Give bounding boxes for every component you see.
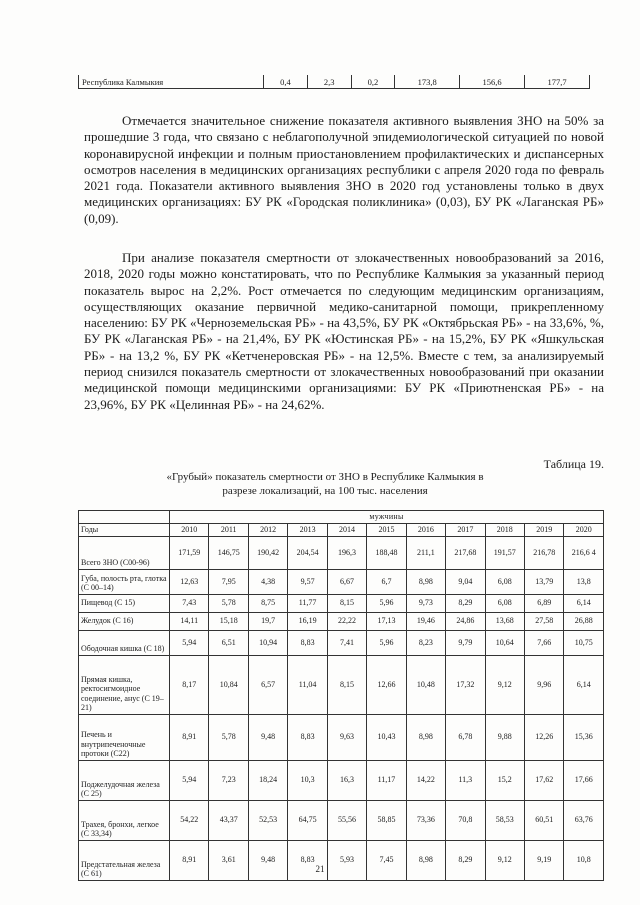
value-cell: 15,36 — [564, 714, 604, 760]
value-cell: 14,11 — [170, 612, 209, 630]
previous-table-fragment — [78, 75, 590, 89]
group-header: мужчины — [170, 511, 604, 524]
year-header: 2018 — [485, 524, 524, 537]
value-cell: 3,61 — [209, 840, 248, 880]
value-cell: 4,38 — [248, 569, 287, 594]
page-number: 21 — [315, 864, 325, 874]
table-corner-cell — [79, 511, 170, 524]
value-cell: 10,8 — [564, 840, 604, 880]
table-row — [79, 569, 604, 594]
value-cell: 17,66 — [564, 760, 604, 800]
value-cell: 70,8 — [446, 800, 485, 840]
value-cell: 60,51 — [524, 800, 563, 840]
value-cell: 8,83 — [288, 714, 327, 760]
value-cell: 16,19 — [288, 612, 327, 630]
value-cell: 63,76 — [564, 800, 604, 840]
row-label: Трахея, бронхи, легкое (С 33,34) — [79, 800, 170, 840]
value-cell: 19,7 — [248, 612, 287, 630]
row-label: Пищевод (С 15) — [79, 594, 170, 612]
value-cell: 8,23 — [406, 630, 445, 655]
value-cell: 6,14 — [564, 594, 604, 612]
value-cell: 5,94 — [170, 630, 209, 655]
value-cell: 13,68 — [485, 612, 524, 630]
value-cell: 7,45 — [367, 840, 406, 880]
value-cell: 9,12 — [485, 840, 524, 880]
value-cell: 10,3 — [288, 760, 327, 800]
value-cell: 19,46 — [406, 612, 445, 630]
row-label: Печень и внутрипеченочные протоки (С22) — [79, 714, 170, 760]
table-row — [79, 655, 604, 714]
year-header: 2011 — [209, 524, 248, 537]
value-cell: 58,85 — [367, 800, 406, 840]
table-row — [79, 760, 604, 800]
value-cell: 64,75 — [288, 800, 327, 840]
year-label: Годы — [79, 524, 170, 537]
value-cell: 54,22 — [170, 800, 209, 840]
value-cell: 24,86 — [446, 612, 485, 630]
value-cell: 6,08 — [485, 569, 524, 594]
value-cell: 13,79 — [524, 569, 563, 594]
value-cell: 0,2 — [351, 75, 395, 89]
value-cell: 15,18 — [209, 612, 248, 630]
value-cell: 8,17 — [170, 655, 209, 714]
value-cell: 9,12 — [485, 655, 524, 714]
year-header: 2013 — [288, 524, 327, 537]
value-cell: 6,78 — [446, 714, 485, 760]
value-cell: 9,79 — [446, 630, 485, 655]
value-cell: 16,3 — [327, 760, 366, 800]
value-cell: 22,22 — [327, 612, 366, 630]
row-label: Поджелудочная железа (С 25) — [79, 760, 170, 800]
value-cell: 10,84 — [209, 655, 248, 714]
value-cell: 58,53 — [485, 800, 524, 840]
value-cell: 8,98 — [406, 714, 445, 760]
table-row — [79, 800, 604, 840]
value-cell: 12,26 — [524, 714, 563, 760]
value-cell: 27,58 — [524, 612, 563, 630]
value-cell: 10,64 — [485, 630, 524, 655]
value-cell: 190,42 — [248, 536, 287, 569]
value-cell: 191,57 — [485, 536, 524, 569]
value-cell: 9,19 — [524, 840, 563, 880]
table-label: Таблица 19. — [543, 457, 604, 471]
value-cell: 52,53 — [248, 800, 287, 840]
value-cell: 7,23 — [209, 760, 248, 800]
value-cell: 10,75 — [564, 630, 604, 655]
value-cell: 12,63 — [170, 569, 209, 594]
value-cell: 8,83 — [288, 630, 327, 655]
value-cell: 8,91 — [170, 840, 209, 880]
value-cell: 216,78 — [524, 536, 563, 569]
row-label: Ободочная кишка (С 18) — [79, 630, 170, 655]
value-cell: 15,2 — [485, 760, 524, 800]
mortality-table — [78, 510, 604, 881]
row-label: Предстательная железа (С 61) — [79, 840, 170, 880]
value-cell: 156,6 — [460, 75, 525, 89]
value-cell: 5,96 — [367, 630, 406, 655]
year-header: 2015 — [367, 524, 406, 537]
value-cell: 6,51 — [209, 630, 248, 655]
value-cell: 10,43 — [367, 714, 406, 760]
year-header: 2016 — [406, 524, 445, 537]
value-cell: 10,48 — [406, 655, 445, 714]
table-caption: «Грубый» показатель смертности от ЗНО в Республике Калмыкия в разрезе локализаций, на 100 тыс. населения — [166, 471, 484, 497]
value-cell: 211,1 — [406, 536, 445, 569]
row-label: Желудок (С 16) — [79, 612, 170, 630]
paragraph-mortality-analysis: При анализе показателя смертности от злокачественных новообразований за 2016, 2018, 2020 годы можно констатировать, что по Республике Калмыкия за указанный период показатель вырос на 2,2%. Рост отмечается по следующим медицинским организациям, осуществляющих оказание первичной медико-санитарной помощи, прикрепленному населению: БУ РК «Черноземельская РБ» - на 43,5%, БУ РК «Октябрьская РБ» - на 33,6%, %, БУ РК «Лаганская РБ» - на 21,4%, БУ РК «Юстинская РБ» - на 15,2%, БУ РК «Яшкульская РБ» - на 13,2 %, БУ РК «Кетченеровская РБ» - на 12,5%. Вместе с тем, за анализируемый период снизился показатель смертности от злокачественных новообразований при оказании медицинской помощи медицинскими организациями: БУ РК «Приютненская РБ» - на 23,96%, БУ РК «Целинная РБ» - на 24,62%. — [84, 250, 604, 412]
paragraph-active-detection: Отмечается значительное снижение показателя активного выявления ЗНО на 50% за прошедшие 3 года, что связано с неблагополучной эпидемиологической ситуацией по новой коронавирусной инфекции и полным приостановлением профилактических и диспансерных осмотров населения в медицинских организациях республики с апреля 2020 года по февраль 2021 года. Показатели активного выявления ЗНО в 2020 год установлены только в двух медицинских организациях: БУ РК «Городская поликлиника» (0,03), БУ РК «Лаганская РБ» (0,09). — [84, 113, 604, 226]
region-cell: Республика Калмыкия — [79, 75, 264, 89]
value-cell: 7,66 — [524, 630, 563, 655]
value-cell: 5,78 — [209, 714, 248, 760]
value-cell: 11,17 — [367, 760, 406, 800]
year-header: 2012 — [248, 524, 287, 537]
value-cell: 43,37 — [209, 800, 248, 840]
value-cell: 5,96 — [367, 594, 406, 612]
value-cell: 17,62 — [524, 760, 563, 800]
value-cell: 17,32 — [446, 655, 485, 714]
value-cell: 8,91 — [170, 714, 209, 760]
value-cell: 7,43 — [170, 594, 209, 612]
value-cell: 11,3 — [446, 760, 485, 800]
value-cell: 216,6 4 — [564, 536, 604, 569]
value-cell: 9,48 — [248, 840, 287, 880]
year-header: 2020 — [564, 524, 604, 537]
value-cell: 6,57 — [248, 655, 287, 714]
value-cell: 146,75 — [209, 536, 248, 569]
year-header: 2010 — [170, 524, 209, 537]
value-cell: 9,88 — [485, 714, 524, 760]
value-cell: 196,3 — [327, 536, 366, 569]
value-cell: 6,14 — [564, 655, 604, 714]
value-cell: 6,89 — [524, 594, 563, 612]
value-cell: 8,98 — [406, 569, 445, 594]
value-cell: 18,24 — [248, 760, 287, 800]
row-label: Всего ЗНО (С00-96) — [79, 536, 170, 569]
table-row — [79, 511, 604, 524]
value-cell: 9,63 — [327, 714, 366, 760]
value-cell: 6,67 — [327, 569, 366, 594]
value-cell: 177,7 — [525, 75, 590, 89]
value-cell: 55,56 — [327, 800, 366, 840]
value-cell: 13,8 — [564, 569, 604, 594]
value-cell: 188,48 — [367, 536, 406, 569]
table-header-row — [79, 524, 604, 537]
table-row — [79, 75, 590, 89]
value-cell: 2,3 — [307, 75, 351, 89]
table-row — [79, 612, 604, 630]
value-cell: 0,4 — [264, 75, 308, 89]
value-cell: 6,7 — [367, 569, 406, 594]
table-row — [79, 714, 604, 760]
value-cell: 5,78 — [209, 594, 248, 612]
table-row — [79, 840, 604, 880]
year-header: 2019 — [524, 524, 563, 537]
value-cell: 7,41 — [327, 630, 366, 655]
value-cell: 10,94 — [248, 630, 287, 655]
value-cell: 9,48 — [248, 714, 287, 760]
value-cell: 204,54 — [288, 536, 327, 569]
value-cell: 9,57 — [288, 569, 327, 594]
value-cell: 26,88 — [564, 612, 604, 630]
table-row — [79, 630, 604, 655]
year-header: 2014 — [327, 524, 366, 537]
value-cell: 11,77 — [288, 594, 327, 612]
value-cell: 73,36 — [406, 800, 445, 840]
value-cell: 217,68 — [446, 536, 485, 569]
value-cell: 9,96 — [524, 655, 563, 714]
value-cell: 9,04 — [446, 569, 485, 594]
value-cell: 6,08 — [485, 594, 524, 612]
value-cell: 8,83 — [288, 840, 327, 880]
value-cell: 8,75 — [248, 594, 287, 612]
value-cell: 17,13 — [367, 612, 406, 630]
value-cell: 9,73 — [406, 594, 445, 612]
value-cell: 8,15 — [327, 655, 366, 714]
value-cell: 5,94 — [170, 760, 209, 800]
table-row — [79, 536, 604, 569]
value-cell: 5,93 — [327, 840, 366, 880]
row-label: Губа, полость рта, глотка (С 00–14) — [79, 569, 170, 594]
value-cell: 8,29 — [446, 594, 485, 612]
value-cell: 14,22 — [406, 760, 445, 800]
value-cell: 173,8 — [395, 75, 460, 89]
row-label: Прямая кишка, ректосигмоидное соединение, анус (С 19–21) — [79, 655, 170, 714]
year-header: 2017 — [446, 524, 485, 537]
value-cell: 8,15 — [327, 594, 366, 612]
value-cell: 7,95 — [209, 569, 248, 594]
value-cell: 11,04 — [288, 655, 327, 714]
value-cell: 8,29 — [446, 840, 485, 880]
value-cell: 12,66 — [367, 655, 406, 714]
value-cell: 171,59 — [170, 536, 209, 569]
value-cell: 8,98 — [406, 840, 445, 880]
table-row — [79, 594, 604, 612]
